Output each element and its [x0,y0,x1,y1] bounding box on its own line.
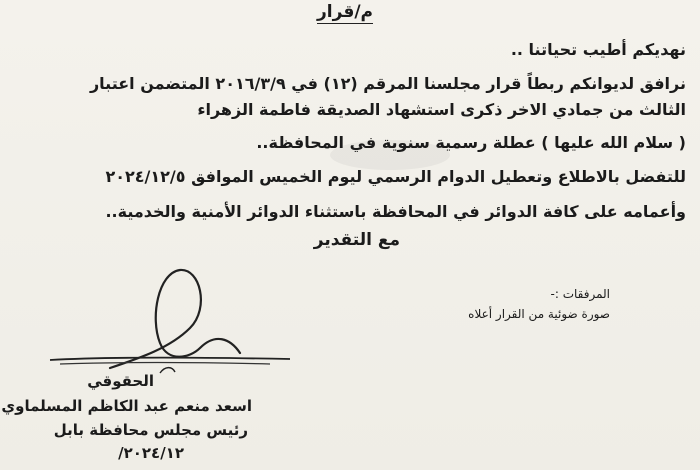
greeting-line: نهديكم أطيب تحياتنا .. [510,40,686,59]
signatory-title: الحقوقي [87,372,154,390]
attachments-item: صورة ضوئية من القرار أعلاه [468,307,610,321]
signatory-name: اسعد منعم عبد الكاظم المسلماوي [1,397,252,415]
attachments-title: المرفقات :- [550,287,610,301]
body-line-3: ( سلام الله عليها ) عطلة رسمية سنوية في المحافظة.. [256,133,686,152]
subject-text: م/قرار [317,2,373,22]
letter-subject [300,2,390,22]
body-line-4: للتفضل بالاطلاع وتعطيل الدوام الرسمي ليوم الخميس الموافق ٢٠٢٤/١٢/٥ [105,167,686,186]
signatory-date: ٢٠٢٤/١٢/ [118,444,184,462]
closing-text: مع التقدير [313,230,400,250]
body-line-5: وأعمامه على كافة الدوائر في المحافظة باستثناء الدوائر الأمنية والخدمية.. [105,202,686,221]
body-line-2: الثالث من جمادي الاخر ذكرى استشهاد الصديقة فاطمة الزهراء [197,100,686,119]
body-line-1: نرافق لديوانكم ربطاً قرار مجلسنا المرقم (١٢) في ٢٠١٦/٣/٩ المتضمن اعتبار [89,74,686,93]
signatory-position: رئيس مجلس محافظة بابل [53,421,248,439]
